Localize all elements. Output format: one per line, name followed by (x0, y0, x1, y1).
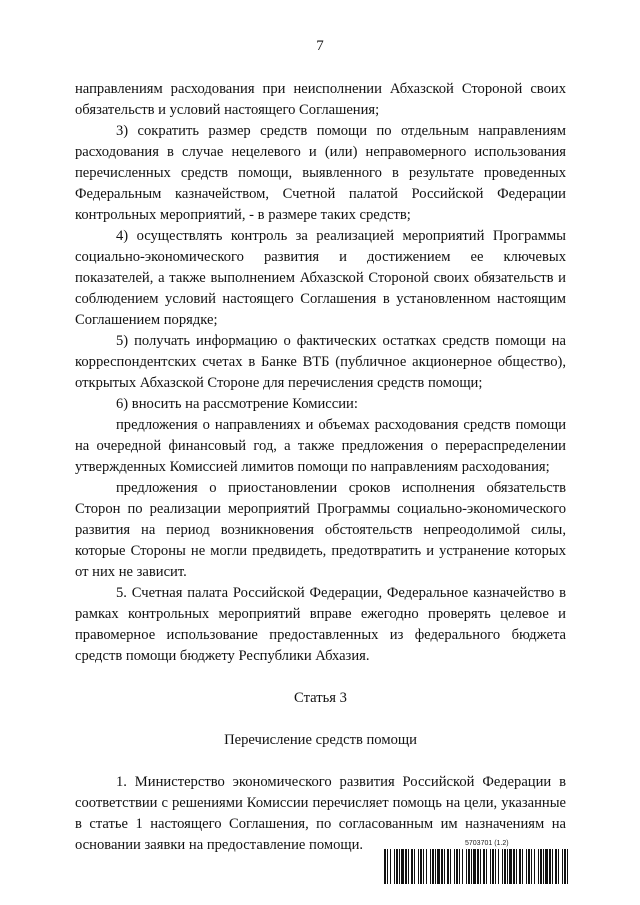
paragraph-item-6: 6) вносить на рассмотрение Комиссии: (116, 396, 358, 412)
barcode-label: 5703701 (1.2) (465, 840, 509, 847)
paragraph-item-5: 5) получать информацию о фактических остатках средств помощи на корреспондентских счетах в Банке ВТБ (публичное акционерное общество), открытых Абхазской Стороне для перечисления средств помощи; (75, 333, 566, 391)
article-paragraph-1: 1. Министерство экономического развития Российской Федерации в соответствии с решениями Комиссии перечисляет помощь на цели, указанные в статье 1 настоящего Соглашения, по согласованным им назначениям на основании заявки на предоставление помощи. (75, 774, 566, 853)
paragraph-proposals-2: предложения о приостановлении сроков исполнения обязательств Сторон по реализации мероприятий Программы социально-экономического развития на период возникновения обстоятельств непреодолимой силы, которые Стороны не могли предвидеть, предотвратить и устранение которых от них не зависит. (75, 480, 566, 580)
paragraph-clause-5: 5. Счетная палата Российской Федерации, Федеральное казначейство в рамках контрольных мероприятий вправе ежегодно проверять целевое и правомерное использование предоставленных из федерального бюджета средств помощи бюджету Республики Абхазия. (75, 585, 566, 664)
article-number: Статья 3 (294, 690, 347, 706)
paragraph-item-3: 3) сократить размер средств помощи по отдельным направлениям расходования в случае нецелевого и (или) неправомерного использования перечисленных средств помощи, выявленного в результате проведенных Федеральным казначейством, Счетной палатой Российской Федерации контрольных мероприятий, - в размере таких средств; (75, 123, 566, 223)
paragraph-item-4: 4) осуществлять контроль за реализацией мероприятий Программы социально-экономического развития и достижением ее ключевых показателей, а также выполнением Абхазской Стороной своих обязательств и соблюдением условий настоящего Соглашения в установленном настоящим Соглашением порядке; (75, 228, 566, 328)
barcode-icon (384, 849, 570, 884)
article-title: Перечисление средств помощи (224, 732, 417, 748)
page-number: 7 (316, 38, 324, 54)
document-body (75, 79, 566, 856)
paragraph-continuation: направлениям расходования при неисполнении Абхазской Стороной своих обязательств и условий настоящего Соглашения; (75, 81, 566, 118)
paragraph-proposals-1: предложения о направлениях и объемах расходования средств помощи на очередной финансовый год, а также предложения о перераспределении утвержденных Комиссией лимитов помощи по направлениям расходования; (75, 417, 566, 475)
